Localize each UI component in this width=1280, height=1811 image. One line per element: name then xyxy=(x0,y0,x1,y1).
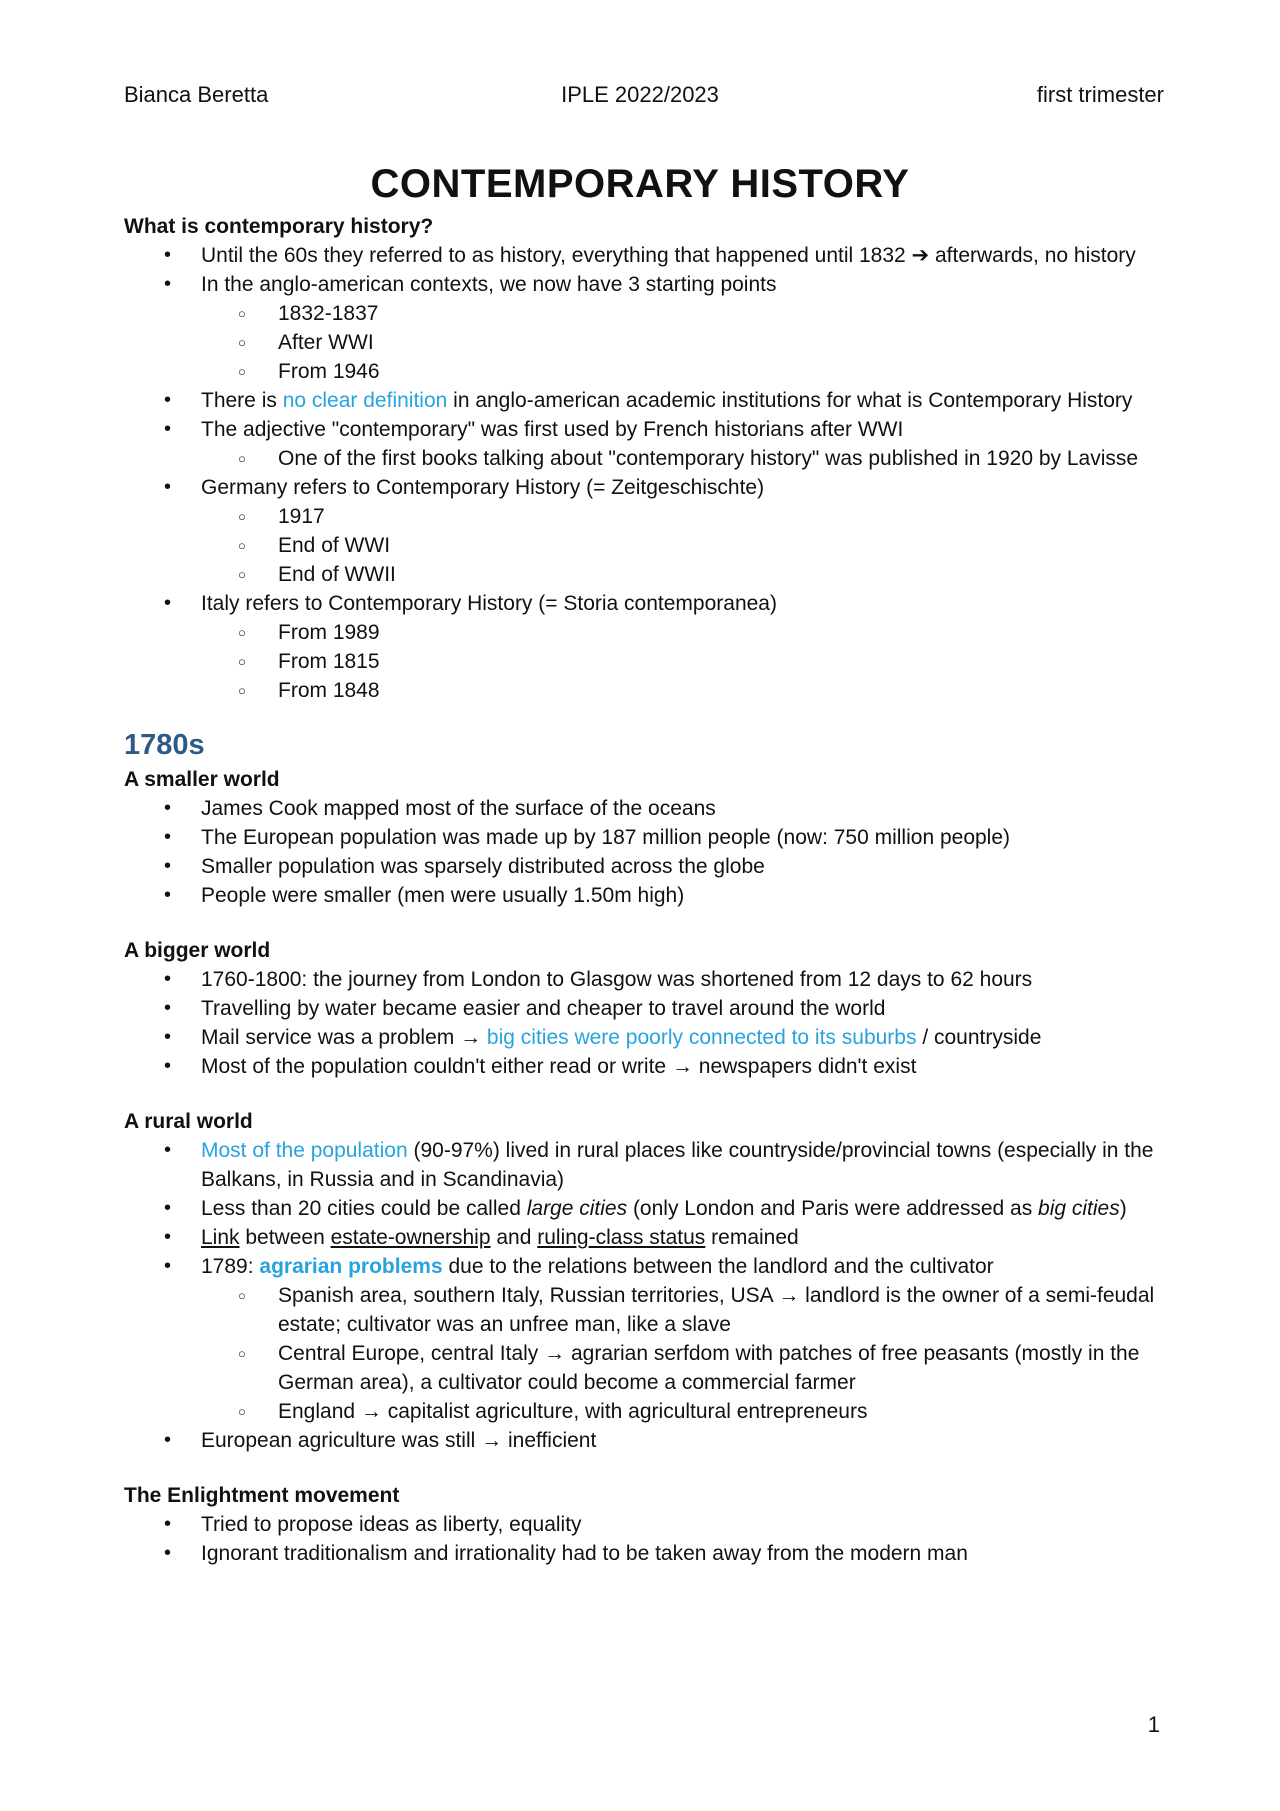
list-item xyxy=(124,386,1174,415)
subheading-bigger-world: A bigger world xyxy=(124,939,271,962)
text: afterwards, no history xyxy=(929,244,1136,267)
list-item xyxy=(124,1223,1174,1252)
highlight-text: no clear definition xyxy=(282,389,448,412)
text: / countryside xyxy=(916,1026,1042,1049)
intro-question: What is contemporary history? xyxy=(124,215,434,238)
underlined-text: ruling-class status xyxy=(537,1226,706,1249)
highlight-text: big cities were poorly connected to its suburbs xyxy=(486,1026,917,1049)
text: remained xyxy=(705,1226,799,1249)
list-item: • The European population was made up by 187 million people (now: 750 million people) xyxy=(124,823,1174,852)
sub-list xyxy=(200,618,1174,705)
text: Italy refers to Contemporary History (= Storia contemporanea) xyxy=(201,592,777,615)
text: Germany refers to Contemporary History (= Zeitgeschischte) xyxy=(201,476,765,499)
list-item xyxy=(124,270,1174,386)
arrow-icon: ➔ xyxy=(911,244,930,267)
text: and xyxy=(490,1226,538,1249)
sub-item: ○ One of the first books talking about "contemporary history" was published in 1920 by Lavisse xyxy=(200,444,1174,473)
section-heading-1780s: 1780s xyxy=(124,729,205,761)
text: (only London and Paris were addressed as xyxy=(627,1197,1039,1220)
italic-text: large cities xyxy=(526,1197,628,1220)
subheading-enlightment: The Enlightment movement xyxy=(124,1484,400,1507)
text: due to the relations between the landlord and the cultivator xyxy=(442,1255,994,1278)
list-item xyxy=(124,473,1174,589)
sub-list xyxy=(200,502,1174,589)
rural-world-list xyxy=(124,1136,1174,1455)
sub-item: ○ From 1815 xyxy=(200,647,1174,676)
text: Less than 20 cities could be called xyxy=(201,1197,527,1220)
list-item xyxy=(124,241,1174,270)
document-body xyxy=(124,212,1174,1568)
list-item: • Smaller population was sparsely distributed across the globe xyxy=(124,852,1174,881)
enlightment-list xyxy=(124,1510,1174,1568)
underlined-text: Link xyxy=(201,1226,240,1249)
text: The adjective "contemporary" was first used by French historians after WWI xyxy=(201,418,904,441)
sub-item: ○ Central Europe, central Italy → agrarian serfdom with patches of free peasants (mostly in the German area), a cultivator could become a commercial farmer xyxy=(200,1339,1174,1397)
smaller-world-list xyxy=(124,794,1174,910)
subheading-rural-world: A rural world xyxy=(124,1110,253,1133)
list-item: • 1760-1800: the journey from London to Glasgow was shortened from 12 days to 62 hours xyxy=(124,965,1174,994)
sub-item: ○ Spanish area, southern Italy, Russian territories, USA → landlord is the owner of a semi-feudal estate; cultivator was an unfree man, like a slave xyxy=(200,1281,1174,1339)
sub-item: ○ England → capitalist agriculture, with agricultural entrepreneurs xyxy=(200,1397,1174,1426)
header-term: first trimester xyxy=(1036,82,1164,107)
text: (90-97%) lived in rural places like countryside/provincial towns (especially in the Balkans, in Russia and in Scandinavia) xyxy=(201,1139,1154,1191)
sub-list xyxy=(200,1281,1174,1426)
sub-item: ○ End of WWI xyxy=(200,531,1174,560)
sub-list xyxy=(200,299,1174,386)
text: 1789: xyxy=(201,1255,260,1278)
list-item xyxy=(124,1136,1174,1194)
text: in anglo-american academic institutions for what is Contemporary History xyxy=(447,389,1133,412)
list-item xyxy=(124,589,1174,705)
sub-item: ○ From 1989 xyxy=(200,618,1174,647)
header-course: IPLE 2022/2023 xyxy=(561,82,719,107)
list-item xyxy=(124,1252,1174,1426)
list-item: • People were smaller (men were usually 1.50m high) xyxy=(124,881,1174,910)
list-item xyxy=(124,1023,1174,1052)
list-item xyxy=(124,415,1174,473)
italic-text: big cities xyxy=(1038,1197,1120,1220)
intro-list xyxy=(124,241,1174,705)
page-number: 1 xyxy=(1147,1712,1160,1737)
sub-item: ○ End of WWII xyxy=(200,560,1174,589)
page-title: CONTEMPORARY HISTORY xyxy=(370,162,910,206)
text: In the anglo-american contexts, we now have 3 starting points xyxy=(201,273,777,296)
list-item: • Travelling by water became easier and cheaper to travel around the world xyxy=(124,994,1174,1023)
sub-item: ○ From 1946 xyxy=(200,357,1174,386)
list-item: • James Cook mapped most of the surface of the oceans xyxy=(124,794,1174,823)
text: Mail service was a problem → xyxy=(201,1026,487,1049)
bigger-world-list xyxy=(124,965,1174,1081)
highlight-text: Most of the population xyxy=(201,1139,408,1162)
list-item: • Most of the population couldn't either read or write → newspapers didn't exist xyxy=(124,1052,1174,1081)
underlined-text: estate-ownership xyxy=(330,1226,491,1249)
sub-item: ○ 1917 xyxy=(200,502,1174,531)
subheading-smaller-world: A smaller world xyxy=(124,768,280,791)
list-item: • Tried to propose ideas as liberty, equality xyxy=(124,1510,1174,1539)
sub-item: ○ After WWI xyxy=(200,328,1174,357)
text: between xyxy=(239,1226,331,1249)
list-item: • Ignorant traditionalism and irrationality had to be taken away from the modern man xyxy=(124,1539,1174,1568)
text: There is xyxy=(201,389,283,412)
list-item: • European agriculture was still → inefficient xyxy=(124,1426,1174,1455)
header-author: Bianca Beretta xyxy=(124,82,269,107)
highlight-text: agrarian problems xyxy=(259,1255,443,1278)
text: ) xyxy=(1119,1197,1127,1220)
text: Until the 60s they referred to as history, everything that happened until 1832 xyxy=(201,244,912,267)
sub-item: ○ From 1848 xyxy=(200,676,1174,705)
list-item xyxy=(124,1194,1174,1223)
sub-item: ○ 1832-1837 xyxy=(200,299,1174,328)
sub-list xyxy=(200,444,1174,473)
